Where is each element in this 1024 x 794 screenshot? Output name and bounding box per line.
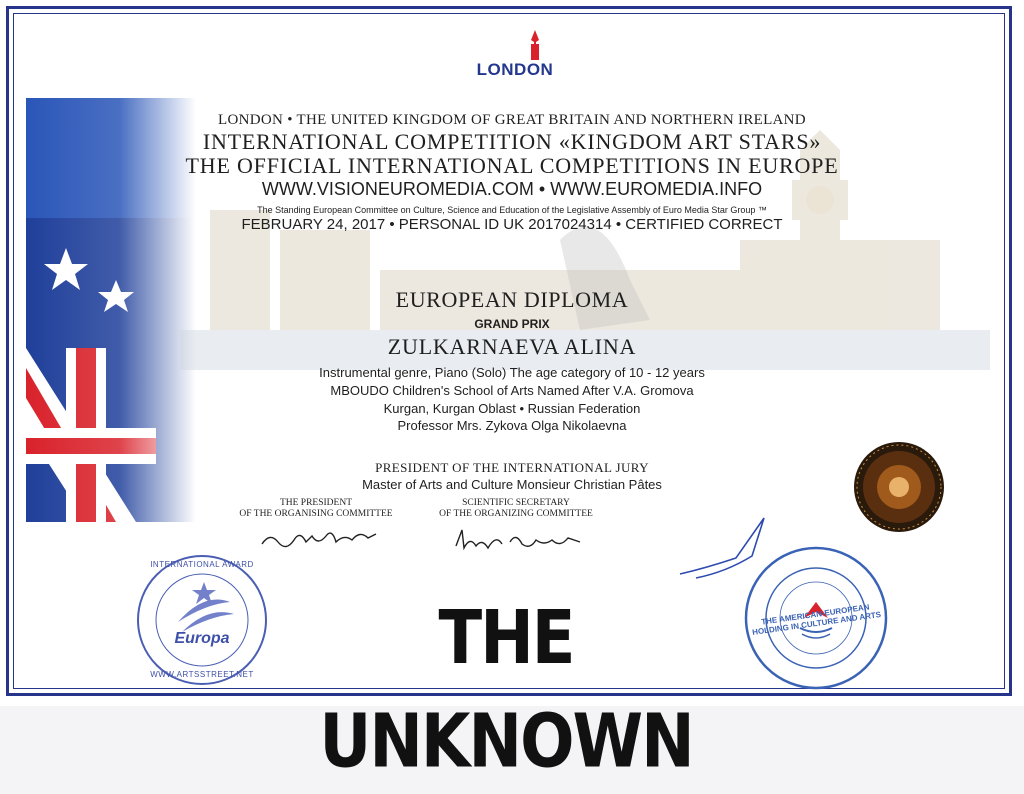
- secretary-label-line-2: OF THE ORGANIZING COMMITTEE: [439, 509, 593, 519]
- recipient-name: ZULKARNAEVA ALINA: [387, 334, 637, 359]
- competition-title: INTERNATIONAL COMPETITION «KINGDOM ART STARS»: [202, 129, 822, 154]
- president-label-line-1: THE PRESIDENT: [279, 498, 353, 508]
- europa-stamp-text: Europa: [174, 630, 230, 647]
- location-line: Kurgan, Kurgan Oblast • Russian Federation: [383, 401, 641, 416]
- president-label-line-2: OF THE ORGANISING COMMITTEE: [239, 509, 393, 519]
- president-signature-label: [236, 498, 396, 520]
- professor-line: Professor Mrs. Zykova Olga Nikolaevna: [397, 418, 627, 433]
- award-level: GRAND PRIX: [474, 317, 550, 331]
- hologram-seal: [852, 440, 946, 534]
- logo-text: LONDON: [476, 60, 554, 79]
- jury-title: PRESIDENT OF THE INTERNATIONAL JURY: [375, 460, 649, 475]
- date-id-line: FEBRUARY 24, 2017 • PERSONAL ID UK 2017024314 • CERTIFIED CORRECT: [241, 216, 783, 233]
- diploma-title: EUROPEAN DIPLOMA: [395, 287, 629, 312]
- secretary-label-line-1: SCIENTIFIC SECRETARY: [462, 498, 570, 508]
- secretary-signature: [452, 524, 584, 558]
- jury-president-name: Master of Arts and Culture Monsieur Christian Pâtes: [362, 477, 662, 492]
- europa-award-stamp: [134, 552, 270, 688]
- secretary-signature-label: [436, 498, 596, 520]
- committee-line: The Standing European Committee on Culture, Science and Education of the Legislative Assembly of Euro Media Star Group ™: [257, 205, 767, 215]
- school-line: MBOUDO Children's School of Arts Named After V.A. Gromova: [330, 383, 694, 398]
- holding-stamp-text: THE AMERICAN-EUROPEAN HOLDING IN CULTURE AND ARTS: [751, 602, 882, 637]
- europa-stamp-bottom: WWW.ARTSSTREET.NET: [150, 670, 254, 679]
- the-unknown-banner: [288, 594, 724, 786]
- genre-line: Instrumental genre, Piano (Solo) The age category of 10 - 12 years: [319, 365, 705, 380]
- the-unknown-text: THE UNKNOWN: [319, 596, 693, 786]
- websites: WWW.VISIONEUROMEDIA.COM • WWW.EUROMEDIA.INFO: [261, 179, 763, 199]
- europa-stamp-top: INTERNATIONAL AWARD: [150, 560, 254, 569]
- president-signature: [260, 524, 380, 554]
- london-logo: [460, 28, 570, 88]
- header-line-1: LONDON • THE UNITED KINGDOM OF GREAT BRITAIN AND NORTHERN IRELAND: [218, 112, 806, 128]
- competition-subtitle: THE OFFICIAL INTERNATIONAL COMPETITIONS IN EUROPE: [185, 153, 839, 178]
- holding-stamp: [742, 544, 890, 692]
